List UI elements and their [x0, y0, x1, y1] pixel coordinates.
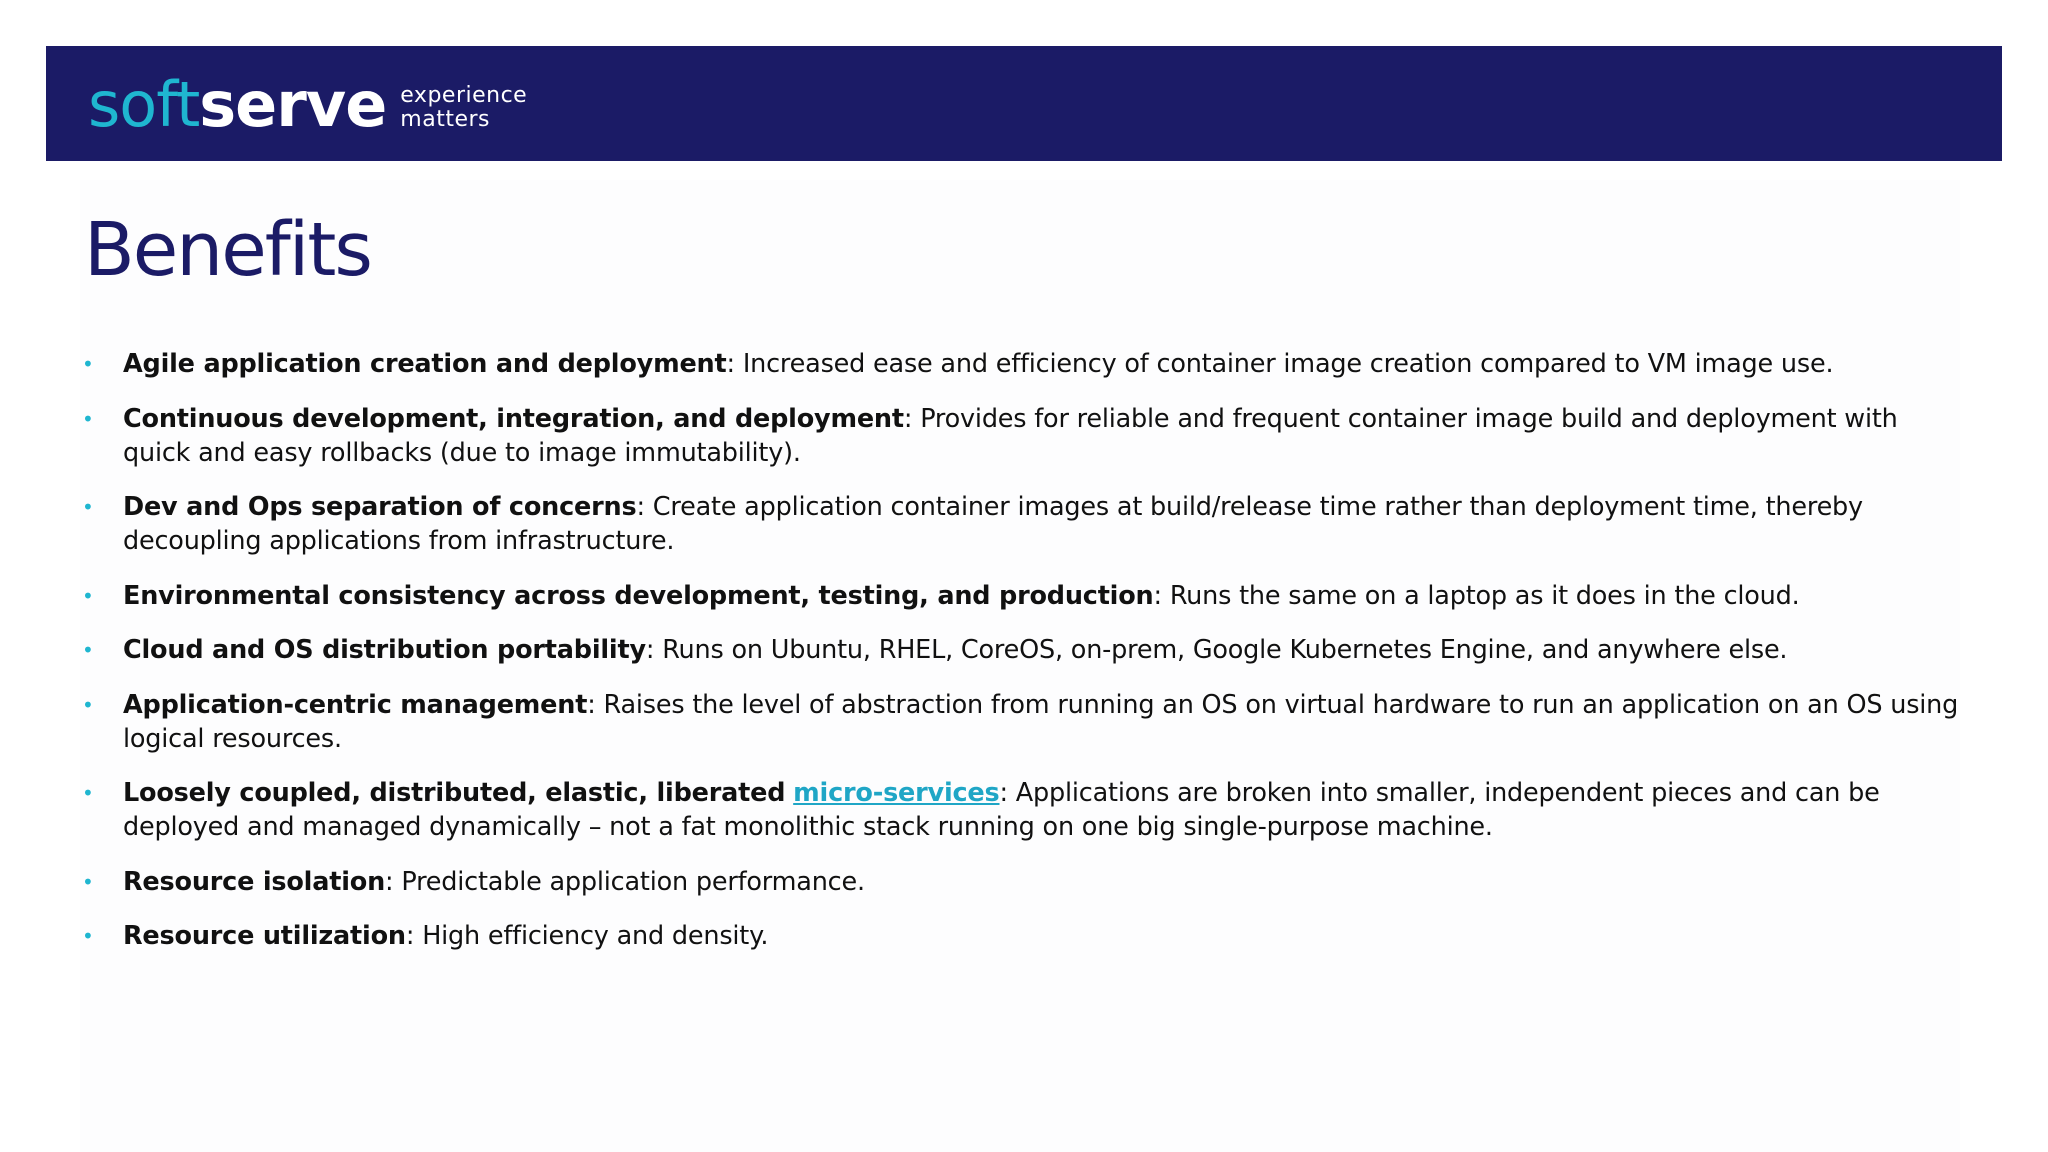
bullet-dot-icon: •	[82, 638, 94, 662]
bullet-dot-icon: •	[82, 692, 94, 717]
bullet-separator: :	[405, 921, 423, 951]
logo-soft-text: soft	[88, 68, 200, 141]
list-item	[82, 776, 1962, 844]
list-item	[82, 490, 1962, 558]
bullet-separator: :	[636, 492, 653, 522]
list-item	[82, 579, 1962, 613]
bullet-term: Application-centric management	[123, 689, 588, 720]
list-item	[82, 919, 1962, 953]
tagline-line-1: experience	[400, 83, 528, 108]
bullet-separator: :	[587, 689, 604, 720]
list-item	[82, 688, 1962, 756]
page-title: Benefits	[84, 207, 371, 293]
softserve-logo	[88, 66, 528, 141]
bullet-text: High efficiency and density.	[422, 921, 769, 951]
bullet-term: Continuous development, integration, and deployment	[123, 403, 904, 434]
header-bar	[46, 46, 2002, 161]
list-item	[82, 865, 1962, 899]
bullet-text: Applications are broken into smaller, independent pieces and can be deployed and managed dynamically – not a fat monolithic stack running on one big single-purpose machine.	[123, 778, 1880, 842]
bullet-text: Create application container images at build/release time rather than deployment time, thereby decoupling applications from infrastructure.	[123, 492, 1863, 556]
bullet-term: Loosely coupled, distributed, elastic, liberated	[123, 778, 786, 808]
bullet-separator: :	[999, 778, 1016, 808]
bullet-separator: :	[726, 349, 743, 379]
logo-serve-text: serve	[199, 68, 387, 141]
bullet-dot-icon: •	[82, 583, 94, 608]
bullet-separator: :	[903, 403, 921, 434]
list-item	[82, 402, 1962, 470]
bullet-dot-icon: •	[82, 924, 94, 948]
bullet-dot-icon: •	[82, 495, 94, 519]
bullet-text: Runs the same on a laptop as it does in the cloud.	[1169, 580, 1800, 611]
bullet-term: Environmental consistency across development, testing, and production	[123, 580, 1154, 611]
bullet-text: Provides for reliable and frequent container image build and deployment with quick and easy rollbacks (due to image immutability).	[123, 403, 1898, 468]
bullet-dot-icon: •	[82, 406, 94, 431]
bullet-dot-icon: •	[82, 781, 94, 805]
bullet-text: Increased ease and efficiency of container image creation compared to VM image use.	[742, 349, 1834, 379]
bullet-separator: :	[385, 866, 402, 897]
bullet-dot-icon: •	[82, 869, 94, 894]
bullet-text: Predictable application performance.	[401, 866, 865, 897]
bullet-term: Cloud and OS distribution portability	[123, 635, 646, 665]
bullet-term: Agile application creation and deployment	[123, 349, 727, 379]
bullet-text: Runs on Ubuntu, RHEL, CoreOS, on-prem, Google Kubernetes Engine, and anywhere else.	[662, 635, 1788, 665]
bullet-term: Dev and Ops separation of concerns	[123, 492, 637, 522]
bullet-dot-icon: •	[82, 352, 94, 376]
bullet-term: Resource utilization	[123, 921, 406, 951]
bullet-separator: :	[645, 635, 663, 665]
micro-services-link[interactable]: micro-services	[793, 778, 1000, 808]
benefits-list	[82, 347, 1962, 974]
bullet-term: Resource isolation	[123, 866, 386, 897]
tagline-line-2: matters	[400, 107, 490, 132]
bullet-text: Raises the level of abstraction from running an OS on virtual hardware to run an application on an OS using logical resources.	[123, 689, 1959, 754]
list-item	[82, 347, 1962, 381]
list-item	[82, 633, 1962, 667]
bullet-separator: :	[1153, 580, 1170, 611]
logo-tagline	[400, 84, 527, 132]
